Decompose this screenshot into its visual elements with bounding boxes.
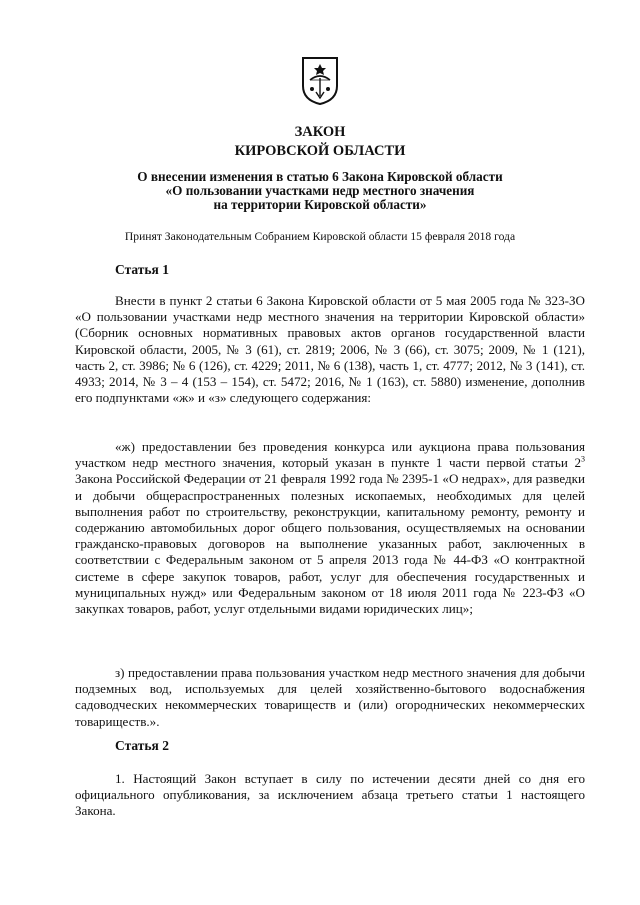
subtitle-line-2: «О пользовании участками недр местного значения — [165, 183, 475, 198]
article-2-item-1: 1. Настоящий Закон вступает в силу по истечении десяти дней со дня его официального опубликования, за исключением абзаца третьего статьи 1 настоящего Закона. — [75, 771, 585, 819]
article-1-item-zh — [75, 439, 585, 617]
law-region: КИРОВСКОЙ ОБЛАСТИ — [234, 143, 406, 159]
coat-of-arms-icon — [300, 56, 340, 106]
article-2-heading: Статья 2 — [115, 738, 169, 753]
item-zh-text-before: «ж) предоставлении без проведения конкурса или аукциона права пользования участком недр местного значения, который указан в пункте 1 части первой статьи 2 — [75, 439, 585, 471]
article-1-intro: Внести в пункт 2 статьи 6 Закона Кировской области от 5 мая 2005 года № 323-ЗО «О пользовании участками недр местного значения на территории Кировской области» (Сборник основных нормативных правовых актов органов государственной власти Кировской области, 2005, № 3 (61), ст. 2819; 2006, № 3 (66), ст. 3075; 2009, № 1 (121), часть 2, ст. 3986; № 6 (126), ст. 4229; 2011, № 6 (138), часть 1, ст. 4777; 2012, № 3 (141), ст. 4933; 2014, № 3 – 4 (153 – 154), ст. 5472; 2016, № 1 (163), ст. 5880) изменение, дополнив его подпунктами «ж» и «з» следующего содержания: — [75, 293, 585, 406]
item-zh-superscript: 3 — [581, 454, 585, 464]
subtitle-line-3: на территории Кировской области» — [213, 197, 427, 212]
law-title: ЗАКОН — [294, 124, 346, 140]
adoption-note: Принят Законодательным Собранием Кировской области 15 февраля 2018 года — [124, 230, 516, 243]
article-1-item-z: з) предоставлении права пользования участком недр местного значения для добычи подземных вод, используемых для целей хозяйственно-бытового водоснабжения садоводческих некоммерческих товариществ и (или) огороднических некоммерческих товариществ.». — [75, 665, 585, 729]
article-1-heading: Статья 1 — [115, 262, 169, 277]
subtitle-line-1: О внесении изменения в статью 6 Закона Кировской области — [137, 169, 503, 184]
item-zh-text-after: Закона Российской Федерации от 21 февраля 1992 года № 2395-1 «О недрах», для разведки и добычи общераспространенных полезных ископаемых, необходимых для целей выполнения работ по строительству, реконструкции, капитальному ремонту, ремонту и содержанию автомобильных дорог общего пользования, осуществляемых на основании гражданско-правовых договоров на выполнение указанных работ, заключенных в соответствии с Федеральным законом от 5 апреля 2013 года № 44-ФЗ «О контрактной системе в сфере закупок товаров, работ, услуг для обеспечения государственных и муниципальных нужд» или Федеральным законом от 18 июля 2011 года № 223-ФЗ «О закупках товаров, работ, услуг отдельными видами юридических лиц»; — [75, 471, 585, 617]
